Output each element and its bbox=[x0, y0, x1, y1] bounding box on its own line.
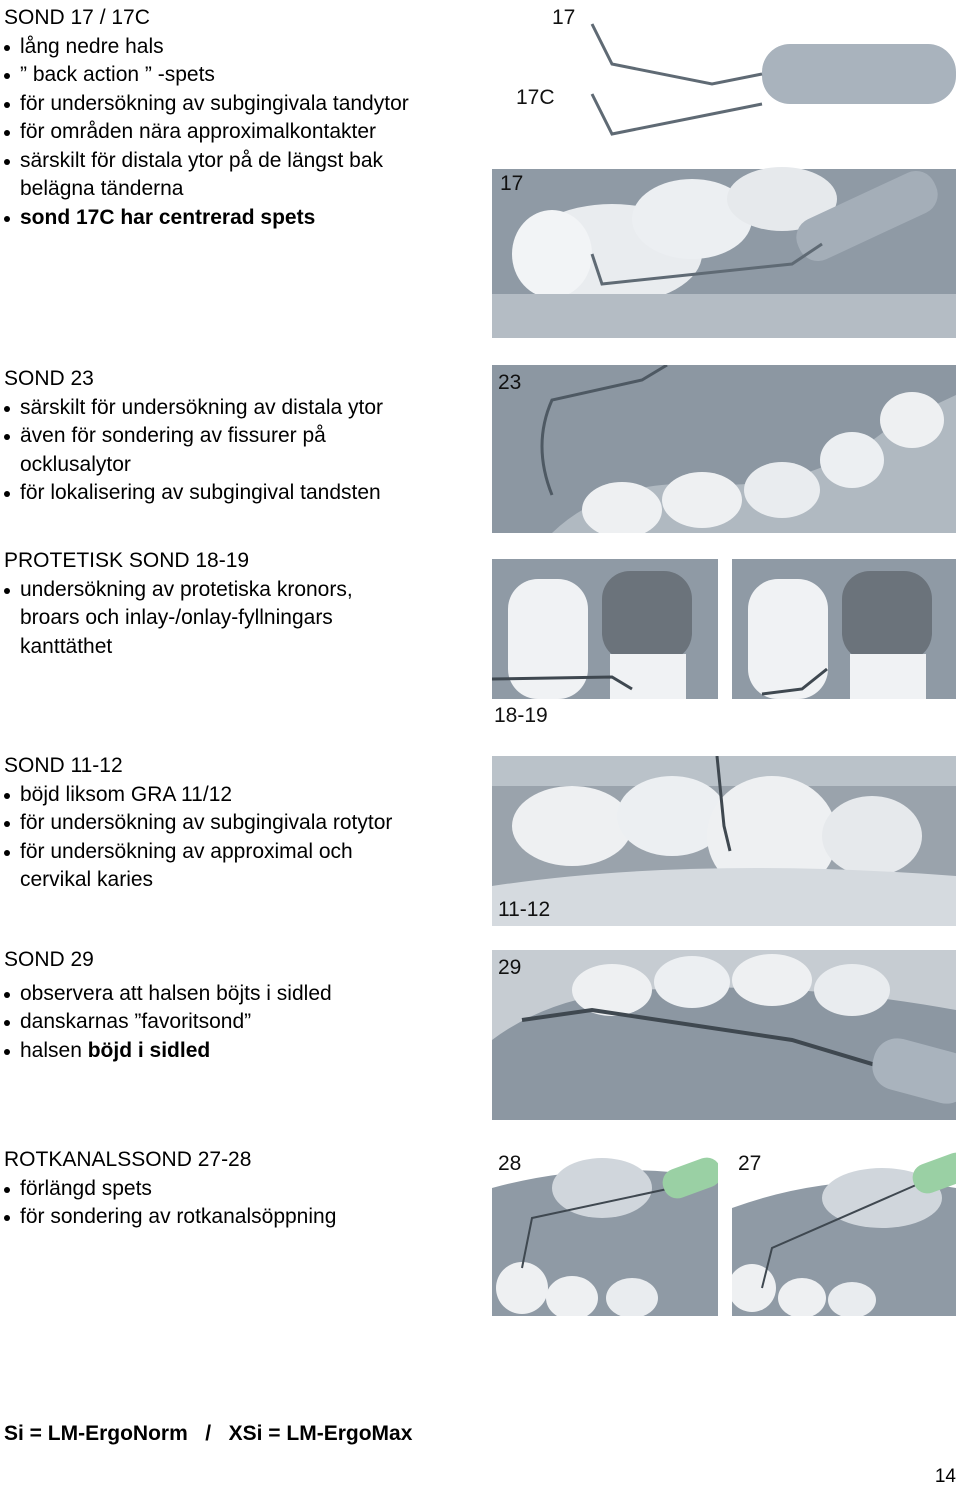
bullet-list bbox=[4, 576, 474, 662]
section-rotkanalssond bbox=[4, 1146, 474, 1232]
photo-probe-11-12 bbox=[492, 756, 956, 926]
list-item: ” back action ” -spets bbox=[4, 61, 474, 90]
list-item: särskilt för undersökning av distala ytor bbox=[4, 394, 474, 423]
list-item-mixed bbox=[4, 1037, 474, 1066]
list-item: danskarnas ”favoritsond” bbox=[4, 1008, 474, 1037]
list-item-bold: sond 17C har centrerad spets bbox=[4, 204, 474, 233]
photo-probe-18 bbox=[492, 559, 718, 699]
section-title: SOND 11-12 bbox=[4, 754, 123, 777]
photo-probe-28 bbox=[492, 1148, 718, 1316]
section-title: SOND 17 / 17C bbox=[4, 6, 150, 29]
footer-legend: Si = LM-ErgoNorm / XSi = LM-ErgoMax bbox=[4, 1422, 413, 1445]
list-item: undersökning av protetiska kronors, broars och inlay-/onlay-fyllningars kanttäthet bbox=[4, 576, 400, 662]
photo-label: 28 bbox=[498, 1152, 522, 1175]
photo-probe-27 bbox=[732, 1148, 956, 1316]
section-sond-17 bbox=[4, 4, 474, 232]
list-item: för undersökning av subgingivala rotytor bbox=[4, 809, 474, 838]
list-item: för sondering av rotkanalsöppning bbox=[4, 1203, 474, 1232]
section-title: PROTETISK SOND 18-19 bbox=[4, 549, 250, 572]
photo-probe-17 bbox=[492, 4, 956, 338]
list-item: särskilt för distala ytor på de längst bak belägna tänderna bbox=[4, 147, 460, 204]
list-item: lång nedre hals bbox=[4, 33, 474, 62]
item-text: halsen bbox=[20, 1038, 88, 1062]
list-item: för undersökning av subgingivala tandytor bbox=[4, 90, 474, 119]
bullet-list bbox=[4, 1175, 474, 1232]
section-sond-29 bbox=[4, 946, 474, 1065]
photo-label: 29 bbox=[498, 956, 522, 979]
list-item: för undersökning av approximal och cervikal karies bbox=[4, 838, 420, 895]
photo-label: 11-12 bbox=[498, 898, 551, 921]
list-item: för lokalisering av subgingival tandsten bbox=[4, 479, 474, 508]
list-item: även för sondering av fissurer på ocklusalytor bbox=[4, 422, 380, 479]
bullet-list bbox=[4, 781, 474, 895]
list-item: böjd liksom GRA 11/12 bbox=[4, 781, 474, 810]
photo-label: 17 bbox=[552, 6, 576, 29]
photo-probe-29 bbox=[492, 950, 956, 1120]
section-protetisk-sond bbox=[4, 547, 474, 661]
item-text-bold: böjd i sidled bbox=[87, 1038, 211, 1062]
section-sond-11-12 bbox=[4, 752, 474, 895]
section-sond-23 bbox=[4, 365, 474, 508]
bullet-list bbox=[4, 980, 474, 1066]
photo-label: 23 bbox=[498, 371, 522, 394]
list-item: observera att halsen böjts i sidled bbox=[4, 980, 474, 1009]
photo-label-18-19: 18-19 bbox=[494, 704, 548, 727]
section-title: ROTKANALSSOND 27-28 bbox=[4, 1148, 252, 1171]
section-title: SOND 23 bbox=[4, 367, 94, 390]
list-item: för områden nära approximalkontakter bbox=[4, 118, 474, 147]
photo-label: 17 bbox=[500, 172, 524, 195]
list-item: förlängd spets bbox=[4, 1175, 474, 1204]
photo-label: 17C bbox=[516, 86, 555, 109]
photo-probe-23 bbox=[492, 365, 956, 533]
bullet-list bbox=[4, 394, 474, 508]
bullet-list bbox=[4, 33, 474, 233]
page-number: 14 bbox=[934, 1466, 956, 1487]
section-title: SOND 29 bbox=[4, 948, 94, 971]
photo-label: 27 bbox=[738, 1152, 762, 1175]
photo-probe-19 bbox=[732, 559, 956, 699]
